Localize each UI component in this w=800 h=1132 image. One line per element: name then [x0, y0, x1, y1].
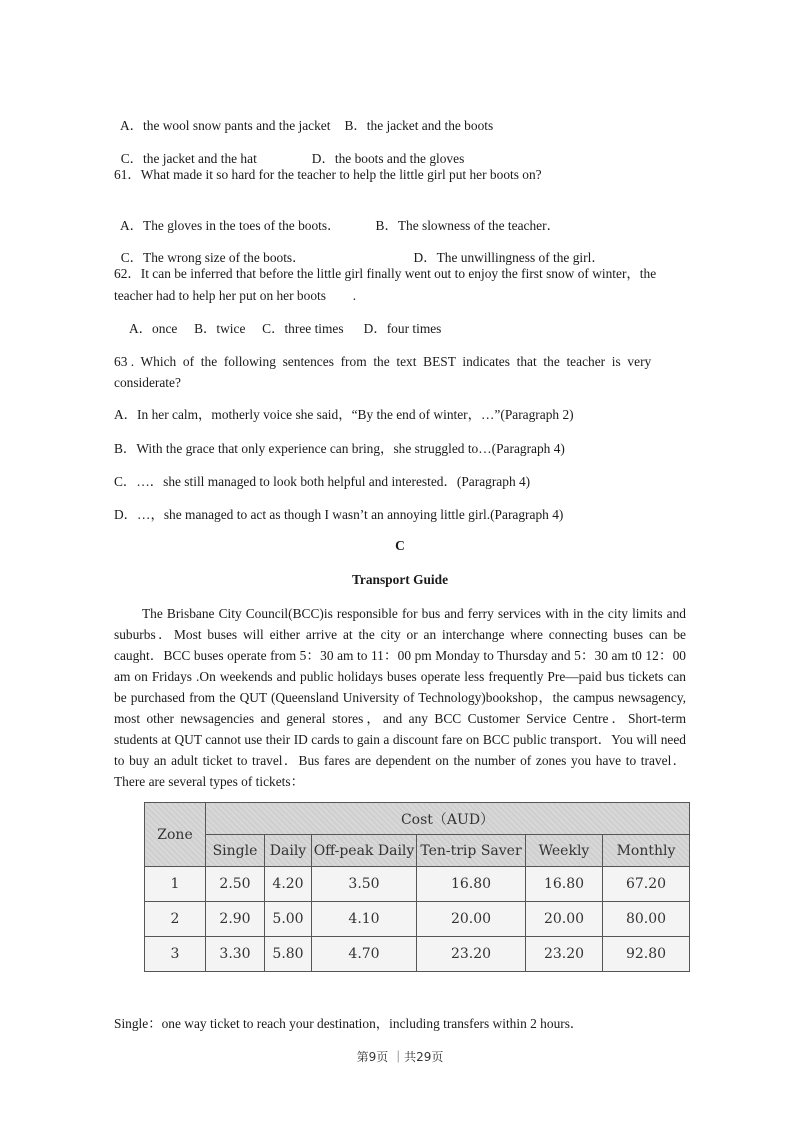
q63-stem-line2: considerate? — [114, 375, 181, 390]
fare-cell: 23.20 — [526, 937, 603, 972]
q63-option-a: A．In her calm，motherly voice she said，“By the end of winter，…”(Paragraph 2) — [114, 407, 574, 422]
zone-cell: 1 — [145, 867, 206, 902]
fare-cell: 2.50 — [206, 867, 265, 902]
cost-header: Cost（AUD） — [206, 803, 690, 835]
q61-option-d: D．The unwillingness of the girl． — [413, 250, 605, 265]
zone-header: Zone — [145, 803, 206, 867]
q61-stem: 61．What made it so hard for the teacher to help the little girl put her boots on? — [114, 167, 542, 182]
fare-cell: 5.80 — [265, 937, 312, 972]
section-letter: C — [395, 538, 405, 553]
q60-option-c: C．the jacket and the hat — [120, 151, 257, 166]
zone-cell: 2 — [145, 902, 206, 937]
col-header-offpeak-daily: Off-peak Daily — [312, 835, 417, 867]
fare-cell: 67.20 — [603, 867, 690, 902]
col-header-monthly: Monthly — [603, 835, 690, 867]
section-title: Transport Guide — [351, 572, 449, 587]
q63-stem-line1: 63 . Which of the following sentences from the text BEST indicates that the teacher is very — [114, 354, 652, 369]
fare-cell: 2.90 — [206, 902, 265, 937]
single-ticket-note: Single：one way ticket to reach your destination，including transfers within 2 hours． — [114, 1016, 584, 1031]
table-row — [145, 902, 690, 937]
q62-stem-line1: 62．It can be inferred that before the little girl finally went out to enjoy the first snow of winter，the — [114, 266, 657, 281]
fare-cell: 16.80 — [526, 867, 603, 902]
q63-option-d: D．…，she managed to act as though I wasn’t an annoying little girl.(Paragraph 4) — [114, 507, 564, 522]
fare-cell: 4.70 — [312, 937, 417, 972]
fare-cell: 5.00 — [265, 902, 312, 937]
q60-option-a: A．the wool snow pants and the jacket — [119, 118, 331, 133]
q60-option-b: B．the jacket and the boots — [344, 118, 494, 133]
table-row — [145, 867, 690, 902]
col-header-ten-trip: Ten-trip Saver — [417, 835, 526, 867]
fare-cell: 92.80 — [603, 937, 690, 972]
fare-cell: 3.30 — [206, 937, 265, 972]
q63-option-c: C．…．she still managed to look both helpful and interested．(Paragraph 4) — [114, 474, 531, 489]
fare-cell: 3.50 — [312, 867, 417, 902]
fare-cell: 4.10 — [312, 902, 417, 937]
q61-option-a: A．The gloves in the toes of the boots． — [119, 218, 341, 233]
q60-option-d: D．the boots and the gloves — [311, 151, 465, 166]
page-footer: 第9页 ｜共29页 — [356, 1050, 444, 1064]
col-header-single: Single — [206, 835, 265, 867]
q61-options-row2 — [114, 232, 605, 266]
q62-stem-line2: teacher had to help her put on her boots . — [114, 288, 357, 303]
fare-cell: 16.80 — [417, 867, 526, 902]
fare-cell: 20.00 — [417, 902, 526, 937]
q61-options-row1 — [114, 200, 560, 234]
q60-options-row2 — [114, 133, 464, 167]
q60-options-row1 — [114, 100, 493, 134]
col-header-daily: Daily — [265, 835, 312, 867]
q62-options: A．once B．twice C．three times D．four times — [129, 321, 442, 336]
table-row — [145, 937, 690, 972]
fare-cell: 4.20 — [265, 867, 312, 902]
fare-cell: 80.00 — [603, 902, 690, 937]
q61-option-b: B．The slowness of the teacher． — [375, 218, 560, 233]
fare-cell: 23.20 — [417, 937, 526, 972]
fare-table — [144, 802, 690, 972]
col-header-weekly: Weekly — [526, 835, 603, 867]
q63-option-b: B．With the grace that only experience can bring，she struggled to…(Paragraph 4) — [114, 441, 565, 456]
zone-cell: 3 — [145, 937, 206, 972]
passage-paragraph: The Brisbane City Council(BCC)is responsible for bus and ferry services with in the city limits and suburbs．Most buses will either arrive at the city or an interchange where connecting buses can be caught．BCC buses operate from 5：30 am to 11：00 pm Monday to Thursday and 5：30 am t0 12：00 am on Fridays .On weekends and public holidays buses operate less frequently Pre—paid bus tickets can be purchased from the QUT (Queensland University of Technology)bookshop，the campus newsagency, most other newsagencies and general stores，and any BCC Customer Service Centre．Short-term students at QUT cannot use their ID cards to gain a discount fare on BCC public transport．You will need to buy an adult ticket to travel．Bus fares are dependent on the number of zones you have to travel．There are several types of tickets： — [114, 606, 686, 789]
fare-cell: 20.00 — [526, 902, 603, 937]
q61-option-c: C．The wrong size of the boots． — [120, 250, 306, 265]
